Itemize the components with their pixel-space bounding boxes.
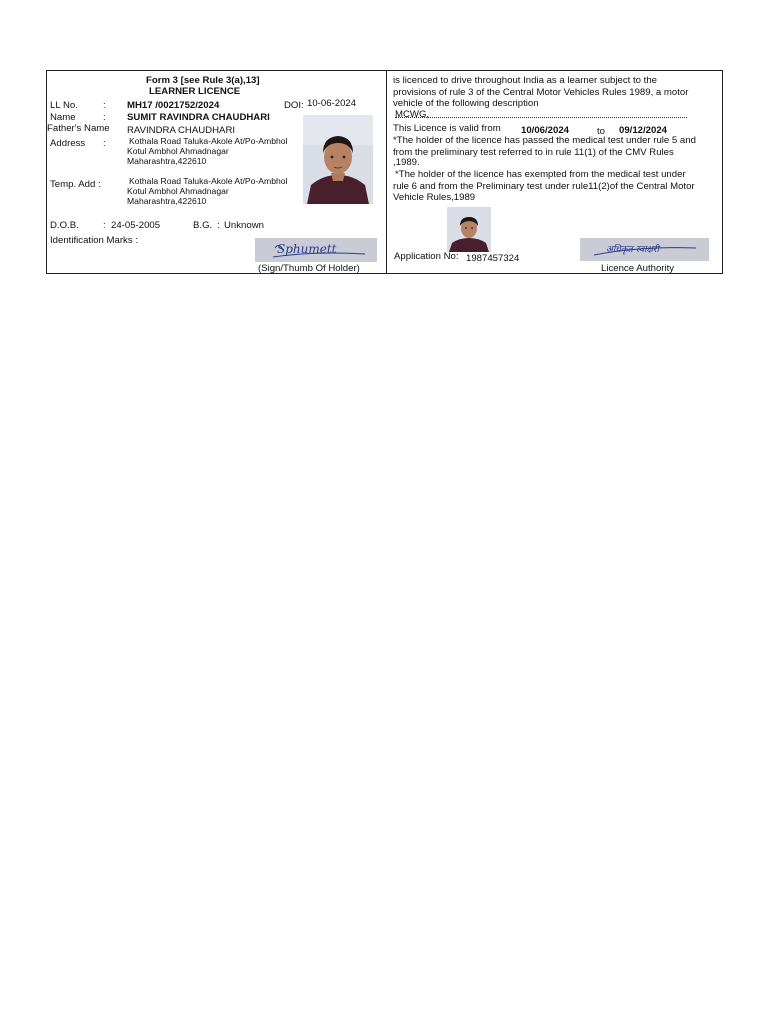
name-label: Name: [50, 112, 76, 123]
blood-group-label: B.G.: [193, 220, 213, 231]
validity-label: This Licence is valid from: [393, 123, 501, 134]
intro-line-1: is licenced to drive throughout India as a learner subject to the: [393, 75, 657, 86]
doi-label: DOI:: [284, 100, 304, 111]
temp-address-label: Temp. Add :: [50, 179, 101, 190]
dob-label: D.O.B.: [50, 220, 79, 231]
form-title: Form 3 [see Rule 3(a),13]: [146, 75, 260, 86]
validity-from: 10/06/2024: [521, 125, 570, 136]
validity-to: 09/12/2024: [619, 125, 668, 136]
address-line-2: Kotul Ambhol Ahmadnagar: [127, 146, 229, 156]
holder-signature: [255, 238, 377, 262]
authority-signature-text: अधिकृत स्वाक्षरी: [606, 245, 659, 255]
father-name-label: Father's Name: [47, 123, 110, 134]
address-line-3: Maharashtra,422610: [127, 156, 207, 166]
doi-value: 10-06-2024: [307, 98, 357, 109]
holder-photo: [303, 115, 373, 204]
authority-signature: [580, 238, 709, 261]
application-value: 1987457324: [466, 253, 520, 264]
blood-group-sep: :: [217, 220, 220, 231]
panel-divider: [386, 71, 387, 273]
address-sep: :: [103, 138, 106, 149]
holder-photo-small: [447, 207, 491, 252]
validity-to-label: to: [597, 126, 606, 137]
note-2-line-3: Vehicle Rules,1989: [393, 192, 476, 203]
temp-address-line-2: Kotul Ambhol Ahmadnagar: [127, 186, 229, 196]
name-value: SUMIT RAVINDRA CHAUDHARI: [127, 112, 270, 123]
holder-signature-caption: (Sign/Thumb Of Holder): [258, 263, 360, 274]
vehicle-class: MCWG,: [395, 109, 430, 120]
doc-title: LEARNER LICENCE: [149, 86, 241, 97]
note-1-line-3: ,1989.: [393, 157, 420, 168]
intro-line-3: vehicle of the following description: [393, 98, 539, 109]
blood-group-value: Unknown: [224, 220, 264, 231]
note-2-line-2: rule 6 and from the Preliminary test under rule11(2)of the Central Motor: [393, 181, 695, 192]
address-line-1: Kothala Road Taluka-Akole At/Po-Ambhol: [129, 136, 288, 146]
ll-no-value: MH17 /0021752/2024: [127, 100, 220, 111]
dob-value: 24-05-2005: [111, 220, 161, 231]
ll-no-sep: :: [103, 100, 106, 111]
temp-address-line-3: Maharashtra,422610: [127, 196, 207, 206]
learner-licence-card: [46, 70, 723, 274]
authority-caption: Licence Authority: [601, 263, 675, 274]
note-1-line-1: *The holder of the licence has passed the medical test under rule 5 and: [393, 135, 696, 146]
holder-signature-text: Sphumett: [277, 242, 337, 256]
address-label: Address: [50, 138, 86, 149]
ll-no-label: LL No.: [50, 100, 78, 111]
dotted-rule: [395, 117, 687, 118]
temp-address-line-1: Kothala Road Taluka-Akole At/Po-Ambhol: [129, 176, 288, 186]
note-2-line-1: *The holder of the licence has exempted from the medical test under: [395, 169, 686, 180]
father-name-value: RAVINDRA CHAUDHARI: [127, 125, 236, 136]
identification-marks-label: Identification Marks :: [50, 235, 138, 246]
name-sep: :: [103, 112, 106, 123]
application-label: Application No:: [394, 251, 459, 262]
dob-sep: :: [103, 220, 106, 231]
note-1-line-2: from the preliminary test referred to in rule 11(1) of the CMV Rules: [393, 147, 674, 158]
intro-line-2: provisions of rule 3 of the Central Motor Vehicles Rules 1989, a motor: [393, 87, 689, 98]
